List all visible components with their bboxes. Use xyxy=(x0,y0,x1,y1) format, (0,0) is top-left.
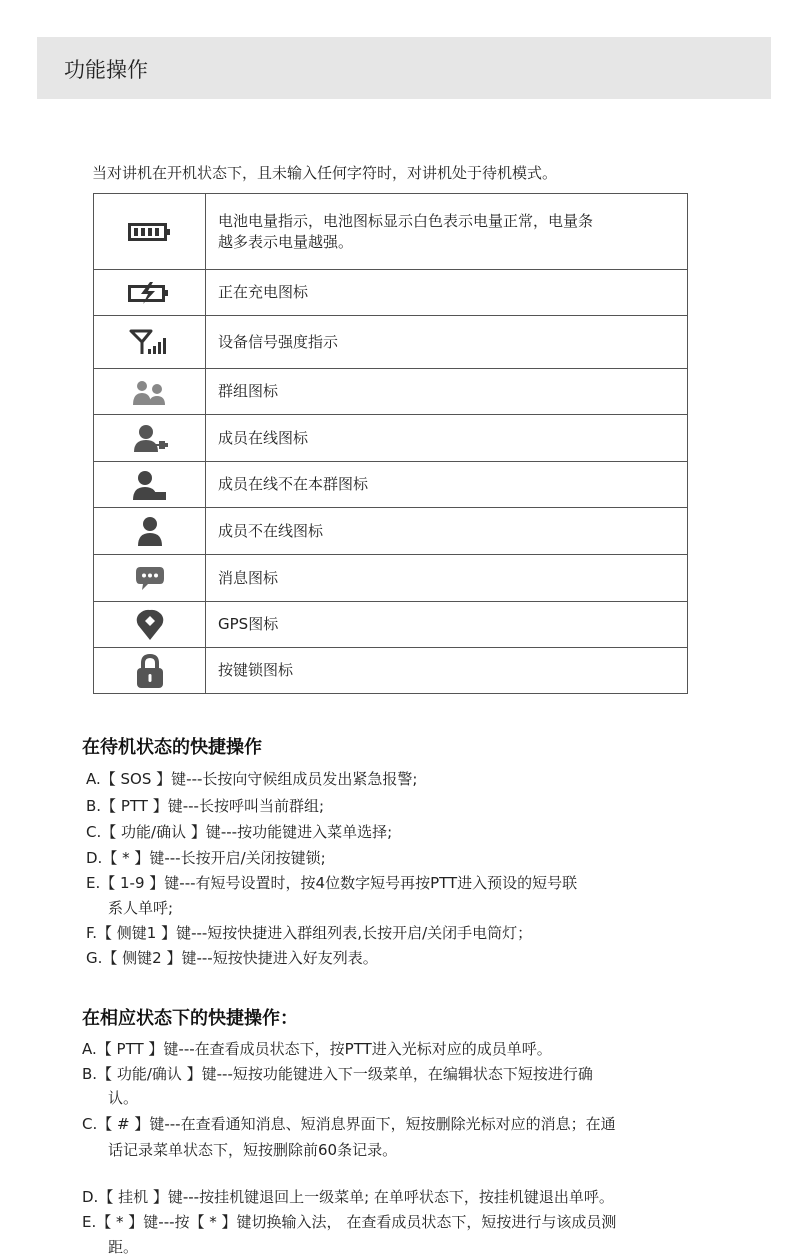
member-online-icon xyxy=(130,423,170,453)
standby-section-title: 在待机状态的快捷操作 xyxy=(82,737,262,758)
list-item-cont: 距。 xyxy=(108,1238,139,1256)
message-icon xyxy=(134,565,166,591)
row-label: 成员在线不在本群图标 xyxy=(206,462,688,508)
row-label: 成员在线图标 xyxy=(206,415,688,462)
member-offline-icon xyxy=(130,515,170,547)
row-label: 设备信号强度指示 xyxy=(206,316,688,369)
gps-icon xyxy=(134,609,166,641)
row-label: GPS图标 xyxy=(206,602,688,648)
list-item: B.【 功能/确认 】键---短按功能键进入下一级菜单，在编辑状态下短按进行确 xyxy=(82,1065,593,1083)
list-item: C.【 功能/确认 】键---按功能键进入菜单选择; xyxy=(86,823,393,841)
list-item-cont: 话记录菜单状态下，短按删除前60条记录。 xyxy=(108,1141,398,1159)
row-label: 按键锁图标 xyxy=(206,648,688,694)
list-item: F.【 侧键1 】键---短按快捷进入群组列表,长按开启/关闭手电筒灯； xyxy=(86,924,533,942)
list-item: C.【 # 】键---在查看通知消息、短消息界面下，短按删除光标对应的消息；在通 xyxy=(82,1115,616,1133)
list-item: A.【 SOS 】键---长按向守候组成员发出紧急报警; xyxy=(86,770,418,788)
table-row xyxy=(94,415,688,462)
row-label-cont: 越多表示电量越强。 xyxy=(218,232,354,251)
table-row xyxy=(94,316,688,369)
signal-icon xyxy=(128,329,172,355)
row-label: 电池电量指示，电池图标显示白色表示电量正常，电量条 xyxy=(218,211,594,230)
list-item-cont: 认。 xyxy=(108,1089,139,1107)
list-item: B.【 PTT 】键---长按呼叫当前群组; xyxy=(86,797,324,815)
keylock-icon xyxy=(134,653,166,689)
group-icon xyxy=(130,378,170,406)
header-bar xyxy=(37,37,771,99)
row-label: 消息图标 xyxy=(206,555,688,602)
charging-icon xyxy=(128,281,172,305)
row-label: 成员不在线图标 xyxy=(206,508,688,555)
table-row xyxy=(94,648,688,694)
table-row xyxy=(94,270,688,316)
table-row xyxy=(94,602,688,648)
list-item: E.【 * 】键---按【 * 】键切换输入法， 在查看成员状态下，短按进行与该成员测 xyxy=(82,1213,617,1231)
intro-text: 当对讲机在开机状态下，且未输入任何字符时，对讲机处于待机模式。 xyxy=(92,164,558,182)
battery-icon xyxy=(128,222,172,242)
row-label: 正在充电图标 xyxy=(206,270,688,316)
table-row xyxy=(94,508,688,555)
list-item: E.【 1-9 】键---有短号设置时，按4位数字短号再按PTT进入预设的短号联 xyxy=(86,874,578,892)
list-item-cont: 系人单呼; xyxy=(108,899,174,917)
table-row xyxy=(94,462,688,508)
context-section-title: 在相应状态下的快捷操作： xyxy=(82,1008,298,1029)
table-row xyxy=(94,369,688,415)
member-online-not-in-group-icon xyxy=(130,469,170,501)
page-title: 功能操作 xyxy=(64,58,148,82)
list-item: G.【 侧键2 】键---短按快捷进入好友列表。 xyxy=(86,949,378,967)
list-item: D.【 挂机 】键---按挂机键退回上一级菜单; 在单呼状态下，按挂机键退出单呼。 xyxy=(82,1188,614,1206)
icon-table xyxy=(93,193,688,694)
list-item: A.【 PTT 】键---在查看成员状态下，按PTT进入光标对应的成员单呼。 xyxy=(82,1040,552,1058)
list-item: D.【 * 】键---长按开启/关闭按键锁; xyxy=(86,849,326,867)
table-row xyxy=(94,555,688,602)
table-row xyxy=(94,194,688,270)
row-label: 群组图标 xyxy=(206,369,688,415)
